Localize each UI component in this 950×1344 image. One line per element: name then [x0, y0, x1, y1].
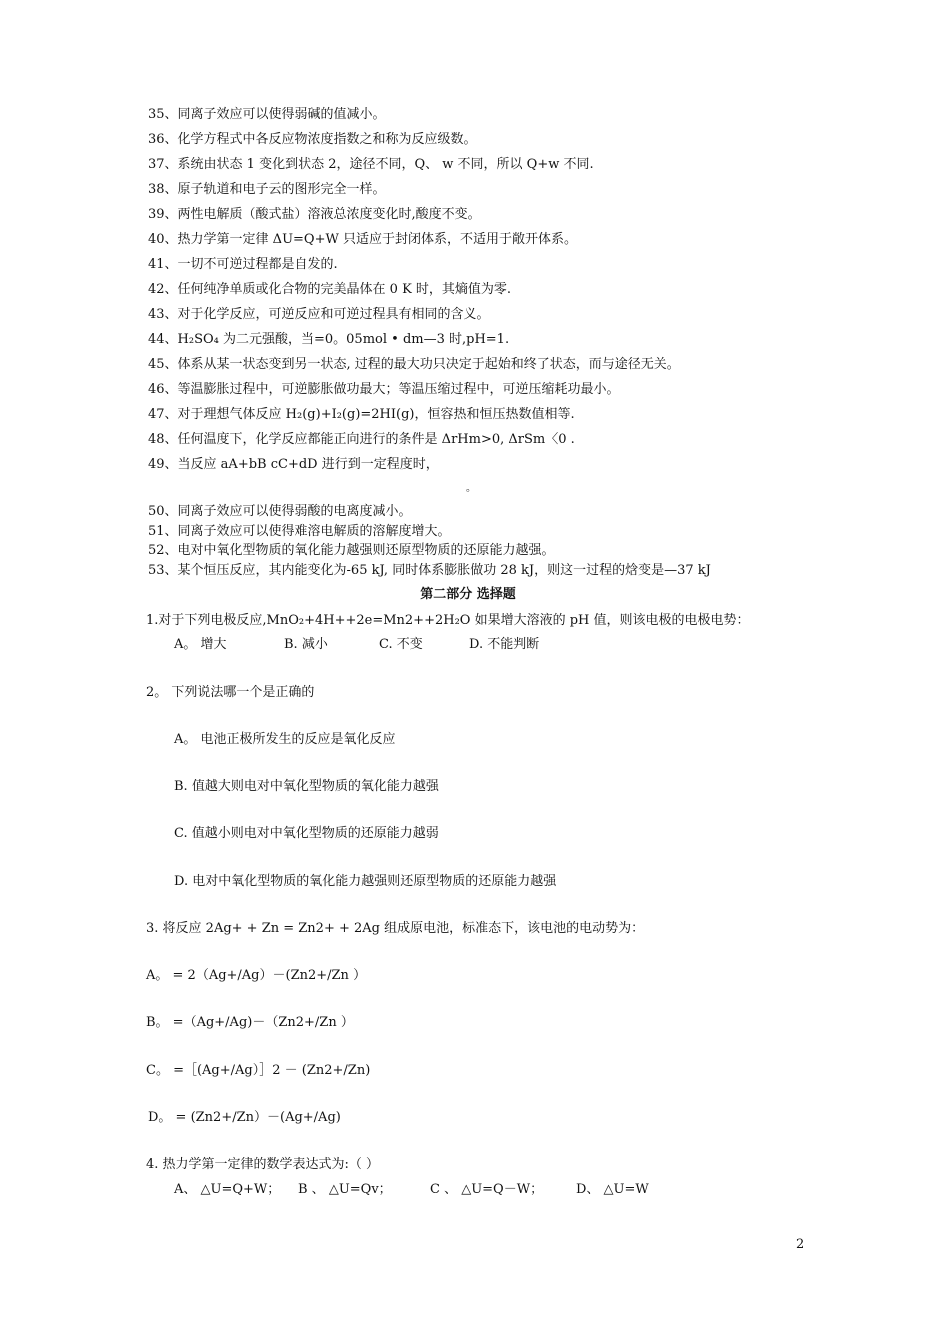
- true-false-list-2: [148, 503, 788, 581]
- list-item: 42、任何纯净单质或化合物的完美晶体在 0 K 时，其熵值为零.: [148, 282, 512, 297]
- option-b: B. 值越大则电对中氧化型物质的氧化能力越强: [174, 779, 439, 794]
- option-d: D、 △U=W: [576, 1182, 649, 1197]
- list-item: 47、对于理想气体反应 H₂(g)+I₂(g)=2HI(g)，恒容热和恒压热数值相等.: [148, 407, 575, 422]
- option-b: B. 减小: [284, 637, 328, 652]
- option-c: C. 值越小则电对中氧化型物质的还原能力越弱: [174, 826, 439, 841]
- section-title: 第二部分 选择题: [420, 587, 516, 602]
- option-a: A、 △U=Q+W；: [174, 1182, 281, 1197]
- list-item: 43、对于化学反应，可逆反应和可逆过程具有相同的含义。: [148, 307, 490, 322]
- option-c: C 、 △U=Q－W；: [430, 1182, 544, 1197]
- list-item: 38、原子轨道和电子云的图形完全一样。: [148, 182, 386, 197]
- list-item: 39、两性电解质（酸式盐）溶液总浓度变化时,酸度不变。: [148, 207, 481, 222]
- list-item: 52、电对中氧化型物质的氧化能力越强则还原型物质的还原能力越强。: [148, 543, 555, 558]
- list-item: 51、同离子效应可以使得难溶电解质的溶解度增大。: [148, 523, 451, 539]
- option-d: D。 = (Zn2+/Zn）－(Ag+/Ag): [148, 1110, 341, 1125]
- option-d: D. 不能判断: [469, 637, 540, 652]
- list-item: 35、同离子效应可以使得弱碱的值减小。: [148, 107, 386, 122]
- option-c: C。 =［(Ag+/Ag）］2 － (Zn2+/Zn): [146, 1063, 371, 1078]
- list-item: 44、H₂SO₄ 为二元强酸，当=0。05mol • dm—3 时,pH=1.: [148, 332, 510, 347]
- list-item: 46、等温膨胀过程中，可逆膨胀做功最大；等温压缩过程中，可逆压缩耗功最小。: [148, 382, 620, 397]
- option-a: A。 电池正极所发生的反应是氧化反应: [174, 732, 396, 747]
- question-1-options: [174, 636, 539, 654]
- list-item: 53、某个恒压反应，其内能变化为-65 kJ, 同时体系膨胀做功 28 kJ，则这一过程的焓变是—37 kJ: [148, 562, 711, 578]
- option-a: A。 = 2（Ag+/Ag）－(Zn2+/Zn ）: [146, 968, 367, 983]
- question-4-options: [174, 1181, 649, 1199]
- page-number: 2: [796, 1237, 805, 1252]
- question-4-stem: 4. 热力学第一定律的数学表达式为:（ ）: [146, 1157, 380, 1172]
- option-b: B 、 △U=Qv；: [298, 1182, 392, 1197]
- list-item: 40、热力学第一定律 ΔU=Q+W 只适应于封闭体系，不适用于敞开体系。: [148, 232, 577, 247]
- option-a: A。 增大: [174, 637, 227, 652]
- question-1-stem: 1.对于下列电极反应,MnO₂+4H++2e=Mn2++2H₂O 如果增大溶液的 pH 值，则该电极的电极电势：: [146, 613, 750, 628]
- option-d: D. 电对中氧化型物质的氧化能力越强则还原型物质的还原能力越强: [174, 874, 557, 889]
- list-item: 48、任何温度下，化学反应都能正向进行的条件是 ΔrHm>0, ΔrSm〈0 .: [148, 432, 575, 447]
- question-2-stem: 2。 下列说法哪一个是正确的: [146, 685, 315, 700]
- list-item: 37、系统由状态 1 变化到状态 2，途径不同，Q、 w 不同，所以 Q+w 不同.: [148, 157, 594, 172]
- list-item: 36、化学方程式中各反应物浓度指数之和称为反应级数。: [148, 132, 477, 147]
- question-3-stem: 3. 将反应 2Ag+ + Zn = Zn2+ + 2Ag 组成原电池，标准态下，该电池的电动势为：: [146, 921, 645, 936]
- option-c: C. 不变: [379, 637, 423, 652]
- list-item: 41、一切不可逆过程都是自发的.: [148, 257, 338, 272]
- small-dot: 。: [466, 483, 476, 494]
- true-false-list: [148, 106, 788, 481]
- list-item: 49、当反应 aA+bB cC+dD 进行到一定程度时，: [148, 457, 439, 472]
- list-item: 50、同离子效应可以使得弱酸的电离度减小。: [148, 504, 412, 519]
- option-b: B。 =（Ag+/Ag)－（Zn2+/Zn ）: [146, 1015, 354, 1030]
- list-item: 45、体系从某一状态变到另一状态, 过程的最大功只决定于起始和终了状态，而与途径无关。: [148, 357, 680, 372]
